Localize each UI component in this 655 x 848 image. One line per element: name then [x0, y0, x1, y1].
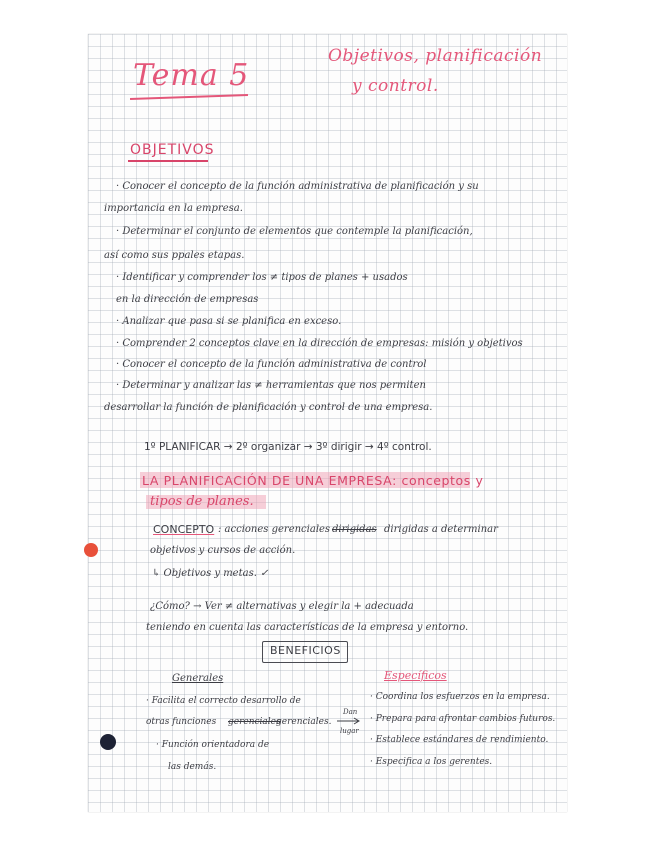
objective-line: · Conocer el concepto de la función administrativa de planificación y su	[116, 181, 479, 192]
objective-line: · Determinar el conjunto de elementos que contemple la planificación,	[116, 226, 473, 237]
binder-hole-navy	[100, 734, 116, 750]
concepto-struck-word: dirigidas	[332, 524, 377, 535]
objective-line: · Identificar y comprender los ≠ tipos de planes + usados	[116, 272, 408, 283]
objective-line: importancia en la empresa.	[104, 203, 243, 214]
right-arrow-icon	[336, 717, 362, 725]
beneficios-label: BENEFICIOS	[270, 644, 341, 657]
objective-line: · Conocer el concepto de la función administrativa de control	[116, 359, 427, 370]
section-heading-objetivos: OBJETIVOS	[130, 142, 215, 158]
objective-line: · Determinar y analizar las ≠ herramientas que nos permiten	[116, 380, 426, 391]
como-line-2: teniendo en cuenta las características de la empresa y entorno.	[146, 622, 469, 633]
concepto-text-cont: dirigidas a determinar	[384, 524, 498, 535]
subtitle-line-1: Objetivos, planificación	[328, 46, 543, 66]
management-steps: 1º PLANIFICAR → 2º organizar → 3º dirigir → 4º control.	[144, 441, 432, 453]
binder-hole-red	[84, 543, 98, 557]
generales-heading: Generales	[172, 673, 224, 684]
section-underline	[128, 160, 208, 162]
como-line-1: ¿Cómo? → Ver ≠ alternativas y elegir la + adecuada	[150, 601, 414, 612]
generales-item: · Función orientadora de	[156, 740, 270, 750]
section-heading-planificacion-cont: tipos de planes.	[150, 494, 254, 509]
page-title: Tema 5	[133, 58, 250, 93]
dan-lugar-bottom: lugar	[340, 727, 359, 735]
objective-line: · Analizar que pasa si se planifica en exceso.	[116, 316, 342, 327]
generales-struck-word: gerenciales	[228, 717, 281, 727]
objective-line: así como sus ppales etapas.	[104, 250, 245, 261]
especificos-item: · Especifica a los gerentes.	[370, 757, 493, 767]
generales-item: gerenciales.	[276, 717, 332, 727]
especificos-item: · Establece estándares de rendimiento.	[370, 735, 549, 745]
generales-item: · Facilita el correcto desarrollo de	[146, 696, 301, 706]
concepto-line-2: objetivos y cursos de acción.	[150, 545, 296, 556]
dan-lugar-top: Dan	[343, 708, 358, 716]
objective-line: en la dirección de empresas	[116, 294, 259, 305]
generales-item: las demás.	[168, 762, 217, 772]
objective-line: desarrollar la función de planificación y control de una empresa.	[104, 402, 433, 413]
section-heading-planificacion: LA PLANIFICACIÓN DE UNA EMPRESA: conceptos y	[142, 473, 484, 488]
objective-line: · Comprender 2 conceptos clave en la dirección de empresas: misión y objetivos	[116, 338, 523, 349]
especificos-item: · Coordina los esfuerzos en la empresa.	[370, 692, 550, 702]
concepto-text: : acciones gerenciales	[218, 524, 331, 535]
subtitle-line-2: y control.	[352, 76, 439, 96]
especificos-heading: Específicos	[384, 669, 447, 682]
generales-item: otras funciones	[146, 717, 217, 727]
concepto-label: CONCEPTO	[153, 523, 215, 536]
objetivos-metas-line: ↳ Objetivos y metas. ✓	[152, 568, 269, 579]
especificos-item: · Prepara para afrontar cambios futuros.	[370, 714, 556, 724]
